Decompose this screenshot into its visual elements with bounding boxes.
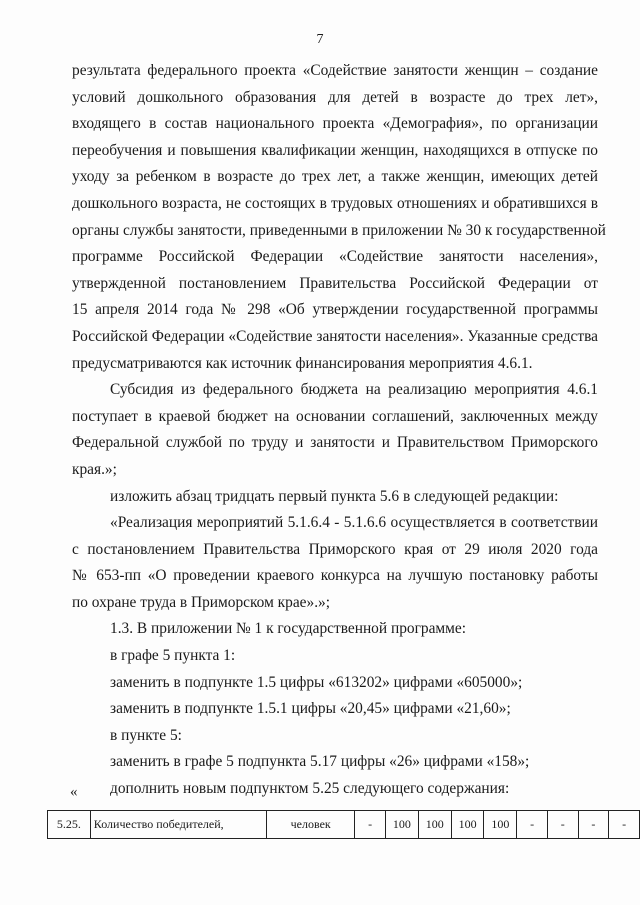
text-line: предусматриваются как источник финансирования мероприятия 4.6.1. xyxy=(72,354,533,372)
text-line: Российской Федерации «Содействие занятости населения». Указанные средства xyxy=(72,327,598,345)
text-line: утвержденной постановлением Правительства Российской Федерации от xyxy=(72,274,598,292)
text-line: изложить абзац тридцать первый пункта 5.6 в следующей редакции: xyxy=(110,487,559,505)
text-line: заменить в графе 5 подпункта 5.17 цифры «26» цифрами «158»; xyxy=(110,753,530,771)
table-row xyxy=(48,811,640,839)
text-line: 1.3. В приложении № 1 к государственной программе: xyxy=(110,620,467,638)
cell-value: 100 xyxy=(385,811,418,839)
cell-value: - xyxy=(578,811,609,839)
text-line: 15 апреля 2014 года № 298 «Об утверждении государственной программы xyxy=(72,301,598,319)
text-line: в графе 5 пункта 1: xyxy=(110,647,236,665)
text-line: с постановлением Правительства Приморского края от 29 июля 2020 года xyxy=(72,540,598,558)
text-line: в пункте 5: xyxy=(110,726,182,744)
cell-value: - xyxy=(355,811,386,839)
cell-value: 100 xyxy=(451,811,484,839)
text-line: условий дошкольного образования для детей в возрасте до трех лет», xyxy=(72,88,598,106)
text-line: Субсидия из федерального бюджета на реализацию мероприятия 4.6.1 xyxy=(110,381,598,399)
text-line: Федеральной службой по труду и занятости и Правительством Приморского xyxy=(72,434,598,452)
text-line: программе Российской Федерации «Содействие занятости населения», xyxy=(72,248,598,266)
cell-value: - xyxy=(547,811,578,839)
indicator-table xyxy=(47,810,640,839)
text-line: уходу за ребенком в возрасте до трех лет, а также женщин, имеющих детей xyxy=(72,168,598,186)
cell-item-number: 5.25. xyxy=(48,811,91,839)
cell-unit: человек xyxy=(267,811,355,839)
cell-indicator-name: Количество победителей, xyxy=(90,811,266,839)
cell-value: 100 xyxy=(418,811,451,839)
cell-value: - xyxy=(609,811,640,839)
open-quote-mark: « xyxy=(70,784,78,800)
text-line: заменить в подпункте 1.5.1 цифры «20,45» цифрами «21,60»; xyxy=(110,700,511,718)
cell-value: 100 xyxy=(484,811,517,839)
text-line: поступает в краевой бюджет на основании соглашений, заключенных между xyxy=(72,407,598,425)
text-line: заменить в подпункте 1.5 цифры «613202» цифрами «605000»; xyxy=(110,673,523,691)
text-line: органы службы занятости, приведенными в приложении № 30 к государственной xyxy=(72,221,606,239)
text-line: «Реализация мероприятий 5.1.6.4 - 5.1.6.6 осуществляется в соответствии xyxy=(110,514,598,532)
text-line: по охране труда в Приморском крае».»; xyxy=(72,593,331,611)
text-line: края.»; xyxy=(72,460,117,478)
text-line: переобучения и повышения квалификации женщин, находящихся в отпуске по xyxy=(72,141,598,159)
body-text xyxy=(72,58,606,803)
page-number: 7 xyxy=(316,32,324,47)
text-line: дошкольного возраста, не состоящих в трудовых отношениях и обратившихся в xyxy=(72,194,598,212)
cell-value: - xyxy=(517,811,548,839)
text-line: № 653-пп «О проведении краевого конкурса на лучшую постановку работы xyxy=(72,567,598,585)
text-line: входящего в состав национального проекта «Демография», по организации xyxy=(72,115,598,133)
text-line: результата федерального проекта «Содействие занятости женщин – создание xyxy=(72,62,598,79)
text-line: дополнить новым подпунктом 5.25 следующего содержания: xyxy=(110,780,510,798)
